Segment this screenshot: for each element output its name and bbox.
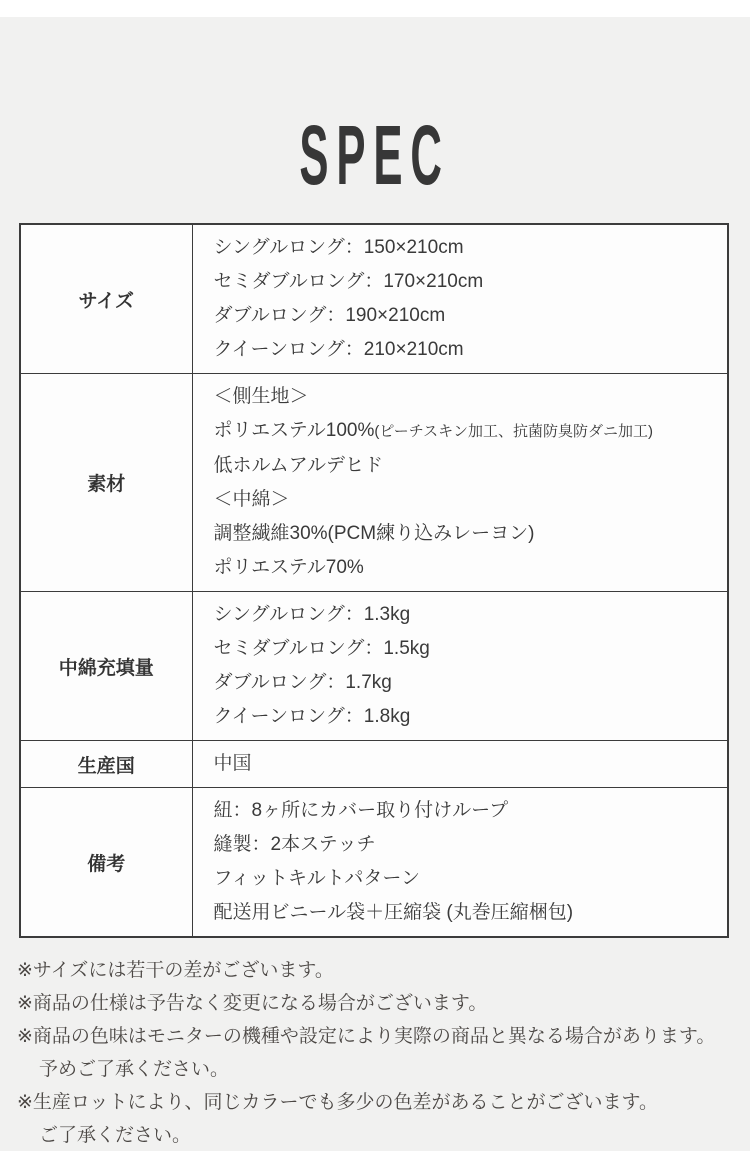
row-value xyxy=(192,224,728,374)
value-line: クイーンロング：1.8kg xyxy=(213,706,411,727)
value-line: ポリエステル70% xyxy=(213,557,364,578)
row-label: 中綿充填量 xyxy=(20,592,192,741)
value-line: ダブルロング：190×210cm xyxy=(213,305,446,326)
value-line: 中国 xyxy=(213,753,252,774)
value-line: セミダブルロング：170×210cm xyxy=(213,271,484,292)
table-row xyxy=(20,374,728,592)
value-line: 紐：8ヶ所にカバー取り付けループ xyxy=(213,800,509,821)
footnotes xyxy=(17,954,736,1151)
table-row xyxy=(20,592,728,741)
row-label: 生産国 xyxy=(20,741,192,788)
footnote-line: 予めご了承ください。 xyxy=(39,1059,230,1080)
value-line: フィットキルトパターン xyxy=(213,868,421,889)
row-value xyxy=(192,374,728,592)
row-label: サイズ xyxy=(20,224,192,374)
top-strip xyxy=(0,0,750,17)
footnote-line: ご了承ください。 xyxy=(39,1125,192,1146)
row-value xyxy=(192,592,728,741)
table-row xyxy=(20,741,728,788)
value-line: 低ホルムアルデヒド xyxy=(213,455,383,476)
value-line: 縫製：2本ステッチ xyxy=(213,834,376,855)
row-value xyxy=(192,741,728,788)
footnote-line: ※商品の仕様は予告なく変更になる場合がございます。 xyxy=(17,993,488,1014)
value-line: 調整繊維30%(PCM練り込みレーヨン) xyxy=(213,523,535,544)
row-label: 素材 xyxy=(20,374,192,592)
value-line: ポリエステル100%(ピーチスキン加工、抗菌防臭防ダニ加工) xyxy=(213,420,654,441)
value-line: クイーンロング：210×210cm xyxy=(213,339,464,360)
value-line: セミダブルロング：1.5kg xyxy=(213,638,430,659)
value-line: 配送用ビニール袋＋圧縮袋 (丸巻圧縮梱包) xyxy=(213,902,574,923)
value-line: ＜中綿＞ xyxy=(213,489,290,510)
footnote-line: ※商品の色味はモニターの機種や設定により実際の商品と異なる場合があります。 xyxy=(17,1026,716,1047)
row-value xyxy=(192,788,728,938)
footnote-line: ※生産ロットにより、同じカラーでも多少の色差があることがございます。 xyxy=(17,1092,659,1113)
table-row xyxy=(20,788,728,938)
page-title xyxy=(0,17,750,202)
spec-table xyxy=(19,223,729,938)
value-line: シングルロング：150×210cm xyxy=(213,237,464,258)
value-line: シングルロング：1.3kg xyxy=(213,604,411,625)
spec-table-body xyxy=(20,224,728,937)
value-line: ＜側生地＞ xyxy=(213,386,309,407)
page-title-text: SPEC xyxy=(299,108,451,202)
value-line: ダブルロング：1.7kg xyxy=(213,672,392,693)
footnote-line: ※サイズには若干の差がございます。 xyxy=(17,960,334,981)
table-row xyxy=(20,224,728,374)
row-label: 備考 xyxy=(20,788,192,938)
